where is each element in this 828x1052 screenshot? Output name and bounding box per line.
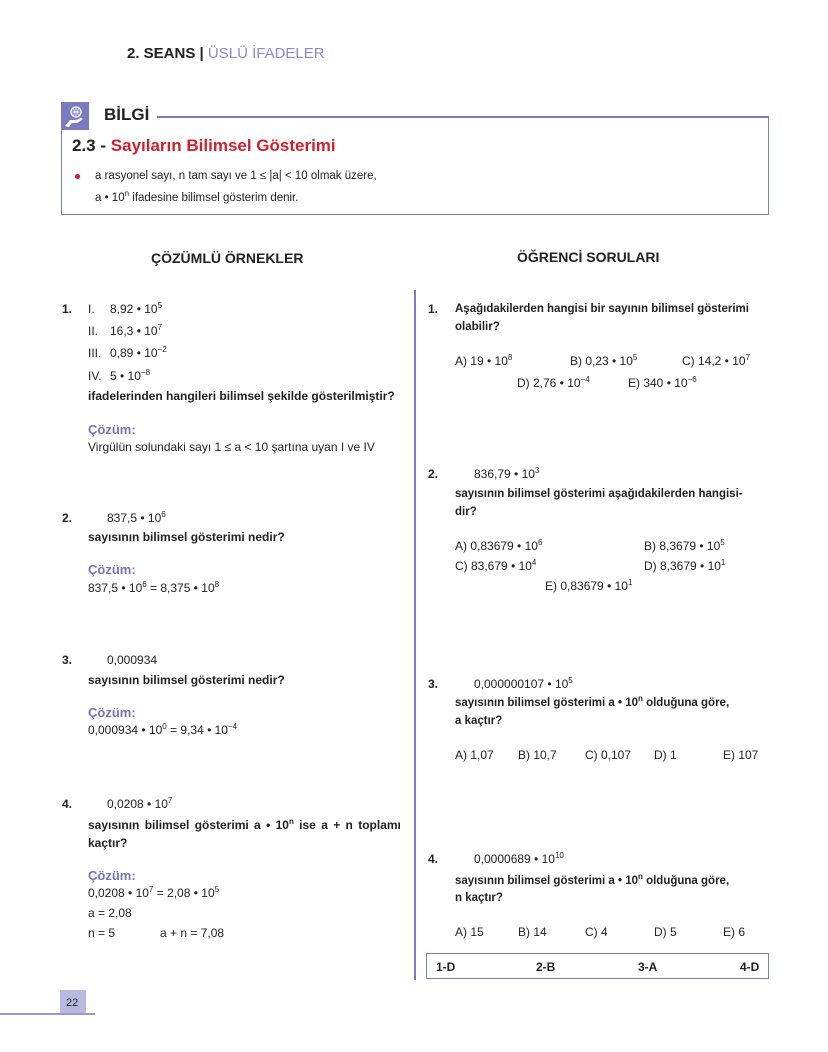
header-separator: | (199, 45, 204, 62)
question-number: 2. (428, 467, 439, 481)
solution-text: n = 5 (88, 926, 116, 940)
math-text: sayısının bilimsel gösterimi a • 10 (455, 875, 638, 887)
roman-item-expr (110, 302, 162, 316)
exponent: 1 (627, 578, 633, 587)
exponent: 7 (148, 885, 154, 894)
math-text: 0,000000107 • 10 (474, 677, 569, 691)
exponent: 5 (157, 301, 163, 310)
option-d[interactable]: D) 1 (654, 748, 677, 762)
exponent: n (638, 872, 643, 881)
math-text: A) 19 • 10 (455, 354, 508, 368)
option-b[interactable] (644, 539, 725, 553)
info-line-2 (95, 191, 298, 205)
option-e[interactable]: E) 107 (723, 748, 759, 762)
math-text: 8,92 • 10 (110, 302, 158, 316)
example-question: ifadelerinden hangileri bilimsel şekilde gösterilmiştir? (88, 389, 395, 403)
option-a[interactable]: A) 15 (455, 925, 484, 939)
solution-text: a + n = 7,08 (160, 926, 225, 940)
exponent: 5 (720, 538, 725, 547)
exponent: 0 (162, 722, 167, 731)
roman-item-expr (110, 346, 167, 360)
math-text: olduğuna göre, (642, 697, 730, 709)
math-text: E) 0,83679 • 10 (545, 579, 628, 593)
exponent: −2 (157, 345, 167, 354)
example-number: 1. (62, 302, 73, 316)
solution-label: Çözüm: (88, 562, 136, 577)
answer-key-item: 3-A (638, 960, 658, 974)
question-text (455, 874, 729, 888)
question-number: 3. (428, 677, 439, 691)
math-text: = 2,08 • 10 (153, 886, 215, 900)
option-e[interactable] (545, 579, 632, 593)
math-text: 0,000934 • 10 (88, 723, 163, 737)
option-d[interactable] (644, 559, 725, 573)
question-text: sayısının bilimsel gösterimi aşağıdakilerden hangisi- (455, 488, 743, 500)
exponent: −4 (580, 375, 590, 384)
option-c[interactable]: C) 4 (585, 925, 608, 939)
question-text-cont: a kaçtır? (455, 715, 503, 727)
exponent: n (288, 817, 294, 826)
example-question: sayısının bilimsel gösterimi nedir? (88, 673, 285, 687)
section-title-text: Sayıların Bilimsel Gösterimi (110, 136, 336, 155)
option-d[interactable]: D) 5 (654, 925, 677, 939)
question-text-cont: dir? (455, 506, 477, 518)
info-label: BİLGİ (104, 105, 150, 124)
math-text: E) 340 • 10 (628, 376, 688, 390)
option-e[interactable]: E) 6 (723, 925, 746, 939)
solution-label: Çözüm: (88, 422, 136, 437)
roman-item-expr (110, 324, 162, 338)
roman-item: II. (88, 324, 99, 338)
question-expr (474, 852, 564, 866)
solution-text (88, 886, 219, 900)
question-text-cont: n kaçtır? (455, 892, 503, 904)
solution-text: a = 2,08 (88, 906, 132, 920)
option-b[interactable]: B) 14 (518, 925, 547, 939)
option-b[interactable] (570, 354, 637, 368)
exponent: 8 (507, 353, 513, 362)
page-header (127, 47, 325, 61)
math-text: = 9,34 • 10 (166, 723, 228, 737)
topic-label: ÜSLÜ İFADELER (207, 45, 325, 62)
example-question (88, 818, 401, 832)
option-d[interactable] (517, 376, 590, 390)
option-a[interactable]: A) 1,07 (455, 748, 494, 762)
session-label: 2. SEANS (127, 45, 196, 62)
math-text: sayısının bilimsel gösterimi a • 10 (455, 697, 638, 709)
math-text: C) 83,679 • 10 (455, 559, 532, 573)
math-text: = 8,375 • 10 (146, 581, 215, 595)
section-number: 2.3 (72, 136, 96, 155)
roman-item: III. (88, 346, 102, 360)
question-text (455, 696, 729, 710)
math-text: 0,89 • 10 (110, 346, 158, 360)
section-title (72, 137, 336, 155)
math-text: B) 0,23 • 10 (570, 354, 633, 368)
option-e[interactable] (628, 376, 697, 390)
roman-item: I. (88, 302, 95, 316)
exponent: 3 (534, 466, 540, 475)
info-box-top-line (157, 116, 769, 118)
answer-key-item: 4-D (740, 960, 760, 974)
solution-text: Virgülün solundaki sayı 1 ≤ a < 10 şartına uyan I ve IV (88, 440, 375, 454)
exponent: 7 (157, 323, 163, 332)
exponent: 1 (720, 558, 726, 567)
answer-key-box (426, 953, 769, 979)
solution-label: Çözüm: (88, 868, 136, 883)
column-divider (414, 290, 416, 980)
example-number: 3. (62, 653, 73, 667)
question-text: Aşağıdakilerden hangisi bir sayının bilimsel gösterimi (455, 303, 749, 315)
math-text: 0,0208 • 10 (88, 886, 149, 900)
exponent: n (638, 694, 643, 703)
exponent: 10 (554, 851, 564, 860)
bullet-icon (75, 174, 80, 179)
question-number: 4. (428, 852, 439, 866)
page-number-line (0, 1013, 95, 1015)
math-text: olduğuna göre, (642, 875, 730, 887)
answer-key-item: 1-D (436, 960, 456, 974)
roman-item: IV. (88, 369, 102, 383)
question-text-cont: olabilir? (455, 321, 500, 333)
question-expr (474, 467, 539, 481)
math-text: 0,000934 (107, 653, 158, 667)
info-line-1 (95, 169, 377, 183)
exponent: 6 (142, 580, 147, 589)
option-a[interactable] (455, 354, 512, 368)
exponent: n (124, 189, 130, 198)
page-number: 22 (66, 997, 79, 1009)
exponent: 7 (167, 796, 173, 805)
exponent: 5 (214, 885, 220, 894)
math-text: 837,5 • 10 (88, 581, 143, 595)
option-c[interactable] (682, 354, 750, 368)
math-text: 836,79 • 10 (474, 467, 535, 481)
section-dash: - (100, 136, 107, 155)
option-c[interactable] (455, 559, 536, 573)
exponent: 7 (745, 353, 751, 362)
exponent: 5 (568, 676, 573, 685)
math-text: 0,0000689 • 10 (474, 852, 555, 866)
example-expr (107, 797, 172, 811)
exponent: 6 (161, 510, 166, 519)
question-expr (474, 677, 573, 691)
math-text: B) 8,3679 • 10 (644, 539, 721, 553)
math-text: a • 10 (95, 192, 125, 204)
exponent: 5 (632, 353, 638, 362)
math-text: 5 • 10 (110, 369, 141, 383)
example-question: sayısının bilimsel gösterimi nedir? (88, 530, 285, 544)
exponent: 6 (537, 538, 543, 547)
exponent: 8 (214, 580, 220, 589)
example-number: 2. (62, 511, 73, 525)
question-number: 1. (428, 302, 439, 316)
math-text: 0,0208 • 10 (107, 797, 168, 811)
solved-examples-heading: ÇÖZÜMLÜ ÖRNEKLER (151, 250, 304, 266)
option-b[interactable]: B) 10,7 (518, 748, 557, 762)
math-text: ise a + n toplamı (293, 818, 401, 832)
option-a[interactable] (455, 539, 542, 553)
exponent: 4 (531, 558, 537, 567)
example-expr (107, 511, 166, 525)
math-text: a rasyonel sayı, n tam sayı ve 1 ≤ |a| < 10 olmak üzere, (95, 170, 377, 182)
option-c[interactable]: C) 0,107 (585, 748, 632, 762)
globe-hand-icon (61, 102, 89, 130)
solution-label: Çözüm: (88, 705, 136, 720)
example-number: 4. (62, 797, 73, 811)
example-question-cont: kaçtır? (88, 836, 128, 850)
math-text: ifadesine bilimsel gösterim denir. (129, 192, 299, 204)
math-text: 837,5 • 10 (107, 511, 162, 525)
exponent: −8 (140, 368, 151, 377)
exponent: −6 (687, 375, 697, 384)
solution-text (88, 723, 237, 737)
roman-item-expr (110, 369, 150, 383)
solution-text (88, 581, 219, 595)
student-questions-heading: ÖĞRENCİ SORULARI (517, 249, 660, 265)
example-expr (107, 653, 157, 667)
math-text: A) 0,83679 • 10 (455, 539, 538, 553)
math-text: D) 2,76 • 10 (517, 376, 581, 390)
math-text: C) 14,2 • 10 (682, 354, 746, 368)
math-text: 16,3 • 10 (110, 324, 158, 338)
exponent: −4 (227, 722, 238, 731)
math-text: sayısının bilimsel gösterimi a • 10 (88, 818, 289, 832)
answer-key-item: 2-B (536, 960, 556, 974)
math-text: D) 8,3679 • 10 (644, 559, 721, 573)
